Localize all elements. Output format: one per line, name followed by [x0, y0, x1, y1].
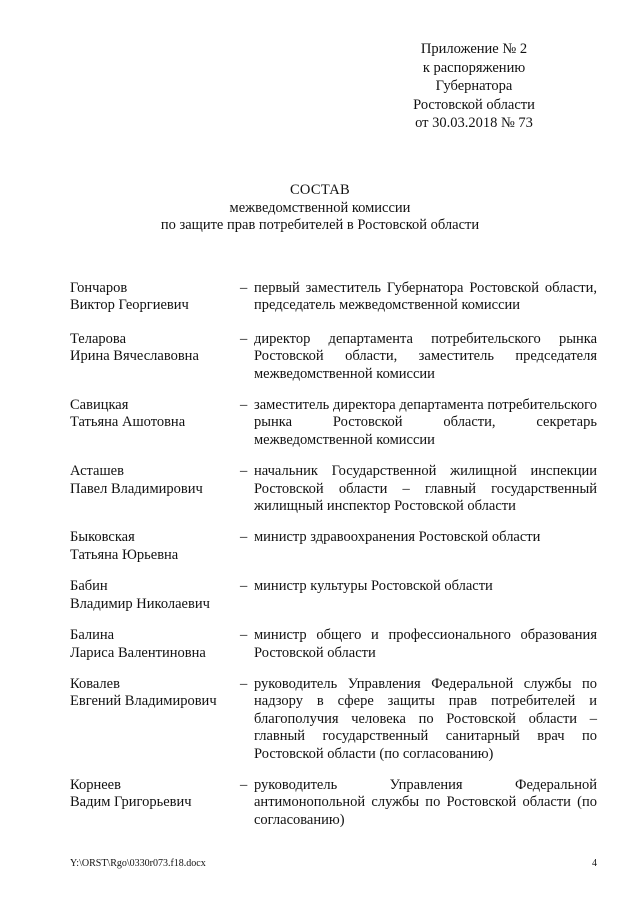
member-surname: Савицкая: [70, 397, 129, 414]
member-name: [70, 627, 240, 662]
member-given-name: Лариса Валентиновна: [70, 644, 206, 661]
member-given-name: Владимир Николаевич: [70, 595, 210, 612]
member-given-name: Ирина Вячеславовна: [70, 348, 199, 365]
member-row: [70, 280, 597, 315]
member-role: министр общего и профессионального образования Ростовской области: [254, 627, 597, 661]
member-role: министр культуры Ростовской области: [254, 578, 493, 595]
member-name: [70, 397, 240, 449]
member-dash: –: [240, 675, 248, 692]
member-role: директор департамента потребительского рынка Ростовской области, заместитель председателя межведомственной комиссии: [254, 330, 597, 382]
appendix-line: Ростовской области: [413, 96, 535, 113]
member-dash: –: [240, 776, 248, 793]
member-dash: –: [240, 397, 248, 414]
page-footer: [70, 858, 597, 870]
member-role: первый заместитель Губернатора Ростовской области, председатель межведомственной комиссии: [254, 280, 597, 314]
member-row: [70, 463, 597, 515]
member-surname: Асташев: [70, 463, 124, 480]
footer-page-number: 4: [592, 858, 597, 869]
member-given-name: Татьяна Юрьевна: [70, 546, 179, 563]
heading-title: СОСТАВ: [289, 182, 351, 198]
member-given-name: Евгений Владимирович: [70, 693, 217, 710]
member-role: начальник Государственной жилищной инспекции Ростовской области – главный государственный жилищный инспектор Ростовской области: [254, 463, 597, 515]
member-role: заместитель директора департамента потребительского рынка Ростовской области, секретарь межведомственной комиссии: [254, 397, 597, 448]
member-surname: Бабин: [70, 578, 108, 595]
member-row: [70, 627, 597, 662]
member-name: [70, 777, 240, 829]
member-surname: Гончаров: [70, 280, 128, 296]
member-name: [70, 463, 240, 515]
footer-file-path: Y:\ORST\Rgo\0330r073.f18.docx: [70, 858, 206, 869]
member-given-name: Вадим Григорьевич: [70, 794, 192, 811]
member-surname: Теларова: [70, 330, 127, 347]
member-row: [70, 777, 597, 829]
member-row: [70, 397, 597, 449]
member-surname: Корнеев: [70, 776, 121, 793]
document-heading: [0, 182, 640, 235]
member-role: руководитель Управления Федеральной службы по надзору в сфере защиты прав потребителей и благополучия человека по Ростовской области – главный государственный санитарный врач по Ростовской области (по согласованию): [254, 675, 597, 762]
appendix-line: Приложение № 2: [420, 41, 528, 57]
member-dash: –: [240, 529, 248, 546]
member-name: [70, 280, 240, 315]
member-dash: –: [240, 578, 248, 595]
member-surname: Ковалев: [70, 675, 120, 692]
member-name: [70, 529, 240, 564]
member-given-name: Павел Владимирович: [70, 480, 203, 497]
heading-line: по защите прав потребителей в Ростовской области: [160, 217, 480, 233]
appendix-line: от 30.03.2018 № 73: [415, 115, 533, 131]
appendix-line: к распоряжению: [422, 59, 526, 76]
member-surname: Быковская: [70, 529, 135, 546]
member-surname: Балина: [70, 627, 115, 644]
member-row: [70, 578, 597, 613]
member-name: [70, 578, 240, 613]
member-given-name: Виктор Георгиевич: [70, 297, 189, 314]
member-dash: –: [240, 627, 248, 644]
member-name: [70, 676, 240, 763]
member-role: руководитель Управления Федеральной антимонопольной службы по Ростовской области (по согласованию): [254, 776, 597, 828]
appendix-note: [384, 40, 564, 133]
member-role: министр здравоохранения Ростовской области: [254, 529, 541, 546]
member-dash: –: [240, 280, 248, 296]
member-row: [70, 331, 597, 383]
heading-line: межведомственной комиссии: [229, 199, 411, 216]
member-name: [70, 331, 240, 383]
member-list: [70, 280, 597, 829]
member-row: [70, 529, 597, 564]
member-given-name: Татьяна Ашотовна: [70, 414, 186, 431]
member-row: [70, 676, 597, 763]
appendix-line: Губернатора: [435, 78, 513, 94]
member-dash: –: [240, 463, 248, 480]
member-dash: –: [240, 330, 248, 347]
